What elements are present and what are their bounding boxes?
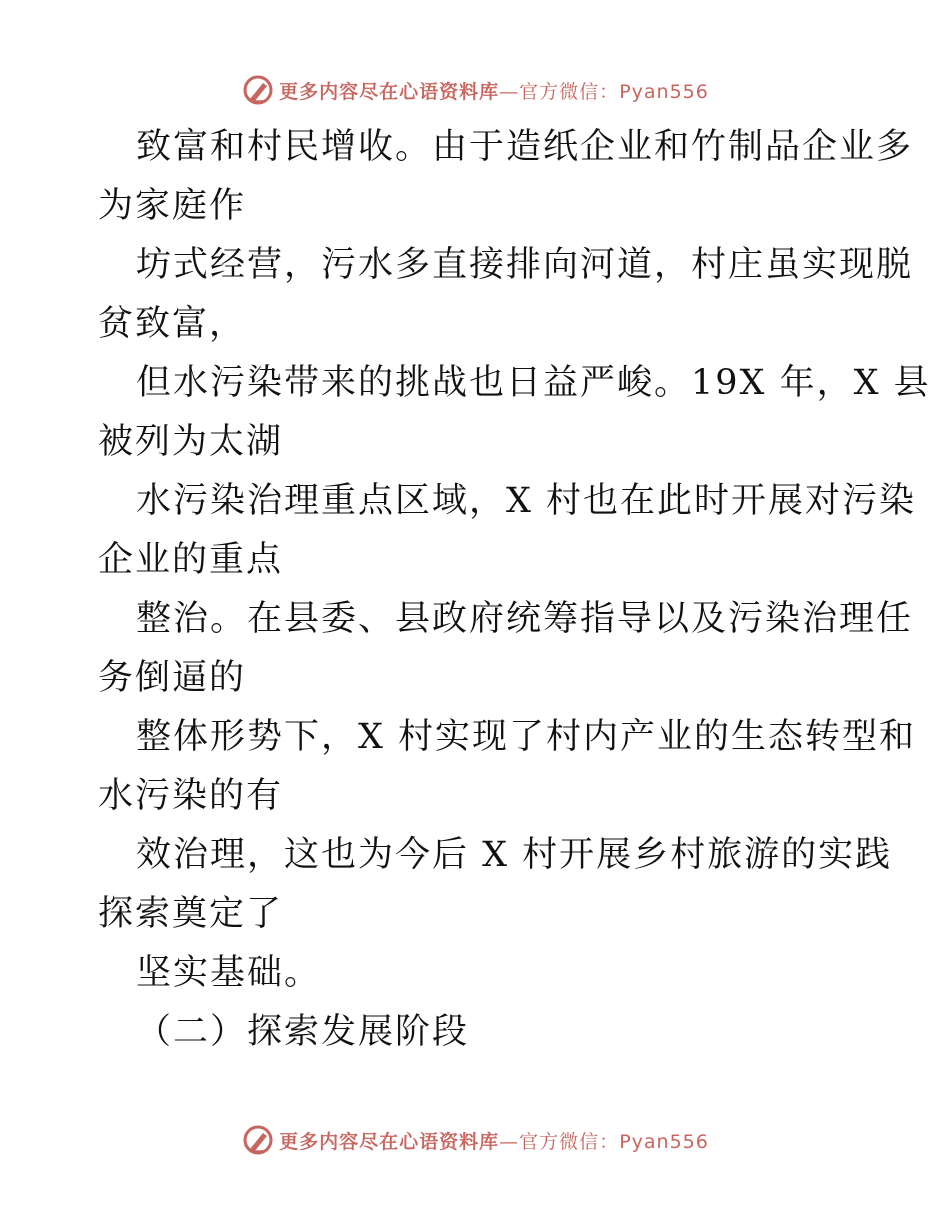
text-line: 水污染治理重点区域，X 村也在此时开展对污染 xyxy=(136,481,917,521)
text-line: 贫致富， xyxy=(98,304,247,344)
watermark-text: 更多内容尽在心语资料库—官方微信：Pyan556 xyxy=(279,80,709,103)
text-line: 整治。在县委、县政府统筹指导以及污染治理任 xyxy=(136,599,914,639)
text-line: 被列为太湖 xyxy=(98,422,284,462)
text-line: 整体形势下，X 村实现了村内产业的生态转型和 xyxy=(136,717,917,757)
text-line: 致富和村民增收。由于造纸企业和竹制品企业多 xyxy=(136,127,914,167)
header-watermark xyxy=(0,72,950,108)
text-line: 企业的重点 xyxy=(98,540,284,580)
text-line: 水污染的有 xyxy=(98,776,284,816)
watermark-text: 更多内容尽在心语资料库—官方微信：Pyan556 xyxy=(279,1130,709,1153)
text-line: 务倒逼的 xyxy=(98,658,247,698)
pen-logo-icon xyxy=(241,73,275,107)
text-line: 为家庭作 xyxy=(98,186,247,226)
text-line: 效治理，这也为今后 X 村开展乡村旅游的实践 xyxy=(136,835,893,875)
text-line: 坊式经营，污水多直接排向河道，村庄虽实现脱 xyxy=(136,245,914,285)
pen-logo-icon xyxy=(241,1123,275,1157)
text-line: 但水污染带来的挑战也日益严峻。19X 年，X 县 xyxy=(136,363,931,403)
section-heading: （二）探索发展阶段 xyxy=(136,1012,470,1052)
text-line: 探索奠定了 xyxy=(98,894,284,934)
footer-watermark xyxy=(0,1122,950,1158)
text-line: 坚实基础。 xyxy=(136,953,322,993)
body-text xyxy=(98,118,931,1062)
